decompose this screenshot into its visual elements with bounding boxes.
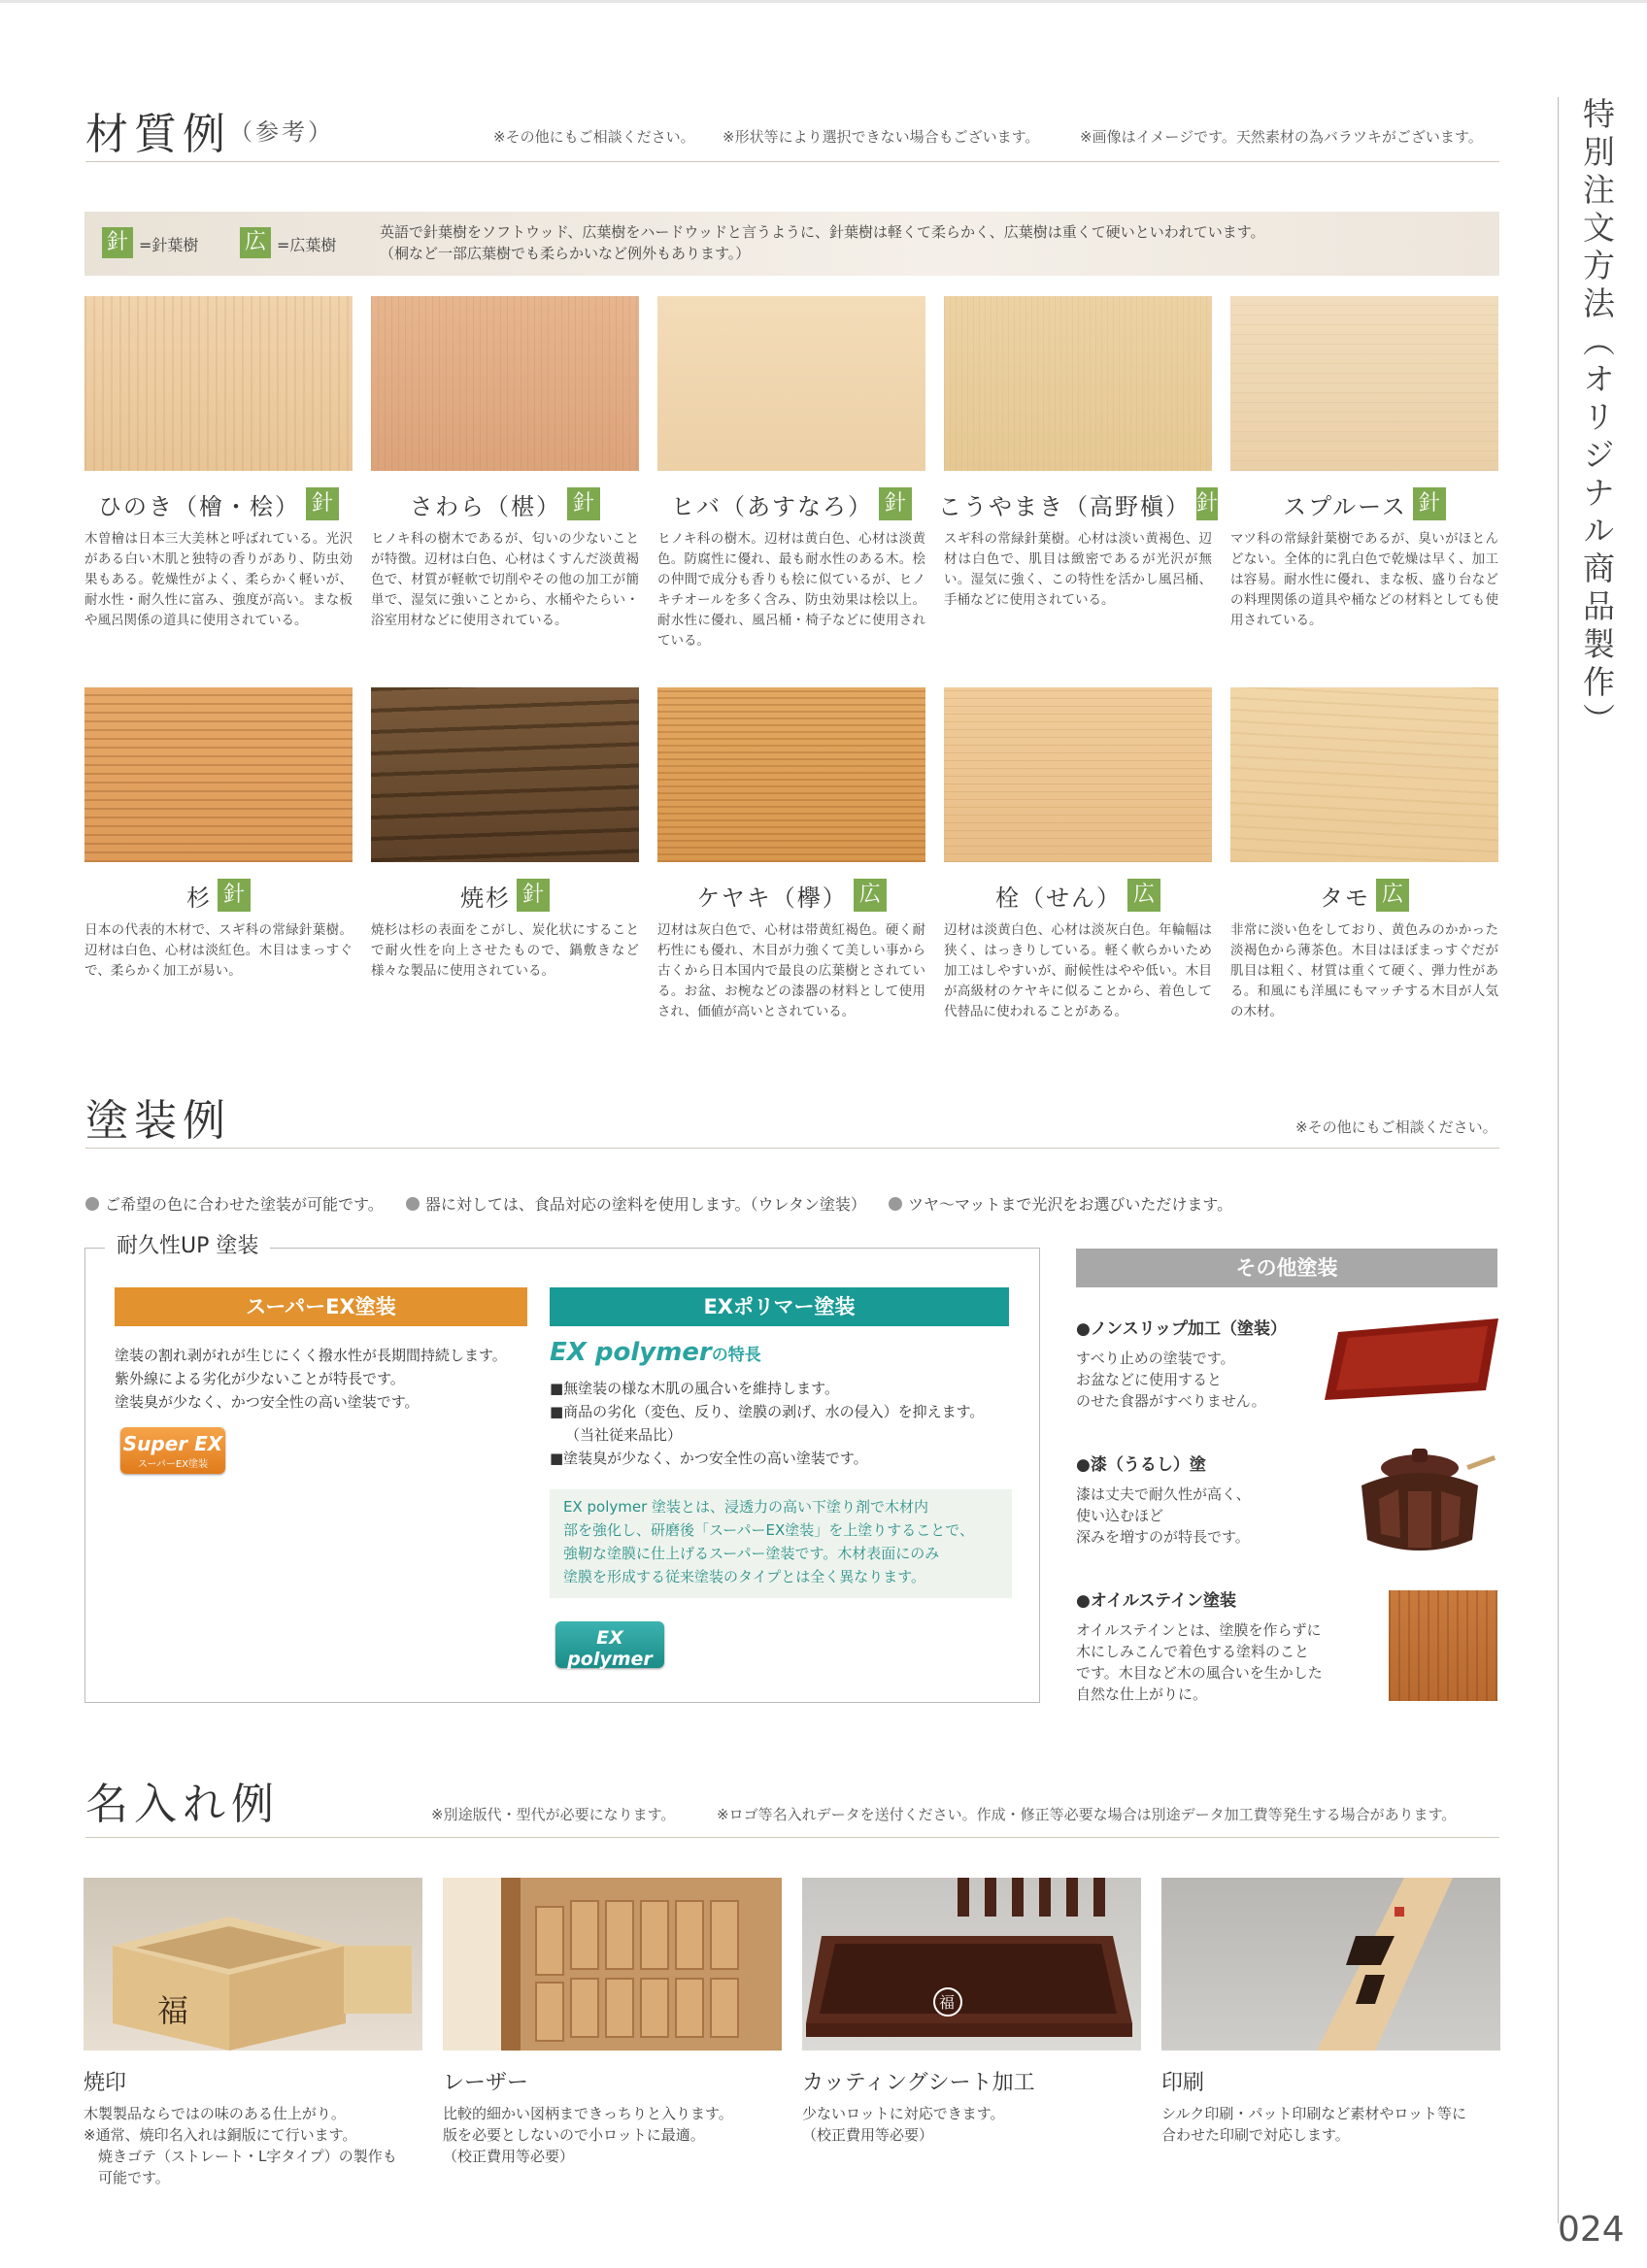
wood-swatch: [371, 296, 639, 471]
broad-badge: 広: [240, 227, 271, 258]
coating-note: ※その他にもご相談ください。: [1295, 1118, 1497, 1136]
print-text: [1161, 2103, 1466, 2146]
urushi-bowl-image: [1350, 1441, 1496, 1563]
wood-type-badge: 広: [854, 879, 887, 912]
wood-legend: [84, 212, 1499, 276]
wood-type-badge: 広: [1376, 879, 1409, 912]
wood-swatch: [1230, 687, 1498, 862]
brand-burn-title: 焼印: [84, 2071, 127, 2095]
wood-name: ひのき（檜・桧）: [98, 492, 300, 520]
oilstain-line: です。木目など木の風合いを生かした: [1076, 1664, 1323, 1682]
wood-name-row: [944, 876, 1212, 915]
wood-name: 栓（せん）: [995, 884, 1122, 912]
coating-bullet-3: ツヤ～マットまで光沢をお選びいただけます。: [908, 1195, 1233, 1214]
wood-card-sugi: [84, 687, 353, 982]
wood-name: タモ: [1320, 884, 1370, 912]
urushi-heading: ●漆（うるし）塗: [1076, 1455, 1206, 1475]
super-ex-text: [115, 1344, 507, 1414]
ex-polymer-box-line: 塗膜を形成する従来塗装のタイプとは全く異なります。: [563, 1568, 926, 1585]
cutting-sheet-text: [802, 2103, 1005, 2146]
wood-name: ケヤキ（欅）: [696, 884, 848, 912]
super-ex-logo-sub: スーパーEX塗装: [137, 1459, 209, 1470]
wood-swatch: [1230, 296, 1498, 471]
bullet-icon: [889, 1197, 902, 1211]
materials-subtitle: （参考）: [229, 118, 334, 146]
ex-polymer-heading-suffix: の特長: [711, 1346, 761, 1365]
ex-polymer-logo-sub: EX ポリマー塗装: [572, 1674, 648, 1684]
wood-type-badge: 針: [1413, 487, 1446, 520]
legend-description-1: 英語で針葉樹をソフトウッド、広葉樹をハードウッドと言うように、針葉樹は軽くて柔らかく、広葉樹は重くて硬いといわれています。: [380, 223, 1265, 241]
naming-note-2: ※ロゴ等名入れデータを送付ください。作成・修正等必要な場合は別途データ加工費等発生する場合があります。: [717, 1806, 1457, 1823]
wood-name-row: [657, 484, 925, 523]
cutting-sheet-mark: 福: [939, 1993, 956, 2012]
ex-polymer-box-line: EX polymer 塗装とは、浸透力の高い下塗り剤で木材内: [563, 1498, 929, 1516]
brand-burn-text: [84, 2103, 397, 2188]
laser-engraved-blocks-image: [443, 1878, 782, 2051]
wood-description: 辺材は灰白色で、心材は帯黄紅褐色。硬く耐朽性にも優れ、木目が力強くて美しい事から古くから日本国内で最良の広葉樹とされている。お盆、お椀などの漆器の材料として使用され、価値が高いとされている。: [657, 922, 925, 1019]
laser-line: （校正費用等必要）: [443, 2148, 575, 2165]
wood-swatch: [84, 687, 353, 862]
ex-polymer-bar: EXポリマー塗装: [550, 1287, 1009, 1326]
ex-polymer-heading: [550, 1338, 761, 1367]
print-title: 印刷: [1161, 2071, 1205, 2095]
wood-type-badge: 針: [306, 487, 339, 520]
coating-rule: [85, 1148, 1499, 1149]
wood-card-spruce: [1230, 296, 1498, 631]
laser-line: 版を必要としないので小ロットに最適。: [443, 2126, 705, 2144]
ex-polymer-box-line: 部を強化し、研磨後「スーパーEX塗装」を上塗りすることで、: [563, 1521, 974, 1539]
wood-card-sawara: [371, 296, 639, 631]
materials-note-2: ※形状等により選択できない場合もございます。: [723, 128, 1040, 146]
wood-name-row: [1230, 876, 1498, 915]
side-divider: [1558, 97, 1559, 2223]
wood-type-badge: 針: [1196, 487, 1218, 520]
wood-name: ヒバ（あすなろ）: [671, 492, 873, 520]
wood-name: 焼杉: [460, 884, 511, 912]
wood-description: マツ科の常緑針葉樹であるが、臭いがほとんどない。全体的に乳白色で乾燥は早く、加工は容易。耐水性に優れ、まな板、盛り台などの料理関係の道具や桶などの材料としても使用されている。: [1230, 531, 1498, 628]
urushi-line: 深みを増すのが特長です。: [1076, 1528, 1250, 1546]
nonslip-text: [1076, 1348, 1266, 1412]
wood-name-row: [938, 484, 1219, 523]
wood-card-yakisugi: [371, 687, 639, 982]
ex-polymer-point: （当社従来品比）: [565, 1426, 683, 1444]
cutting-sheet-line: 少ないロットに対応できます。: [802, 2105, 1005, 2122]
wood-swatch: [657, 296, 925, 471]
naming-rule: [85, 1837, 1499, 1838]
wood-name-row: [657, 876, 925, 915]
wood-type-badge: 針: [218, 879, 251, 912]
cutting-sheet-tray-image: [802, 1878, 1141, 2051]
needle-badge: 針: [102, 227, 133, 258]
wood-card-hinoki: [84, 296, 353, 631]
wood-name-row: [371, 876, 639, 915]
materials-title: 材質例: [85, 110, 231, 159]
wood-type-badge: 広: [1127, 879, 1160, 912]
wood-description: 木曽檜は日本三大美林と呼ばれている。光沢がある白い木肌と独特の香りがあり、防虫効果もある。乾燥性がよく、柔らかく軽いが、耐水性・耐久性に富み、強度が高い。まな板や風呂関係の道具に使用されている。: [84, 531, 353, 628]
brand-burn-photo: [84, 1878, 422, 2051]
print-line: シルク印刷・パット印刷など素材やロット等に: [1161, 2105, 1467, 2122]
ex-polymer-points: [550, 1377, 984, 1470]
wood-swatch: [944, 296, 1212, 471]
coating-bullets: [85, 1192, 1232, 1215]
brand-burn-line: 可能です。: [84, 2169, 170, 2186]
wood-name-row: [84, 484, 353, 523]
nonslip-line: のせた食器がすべりません。: [1076, 1392, 1266, 1410]
wood-name: スプルース: [1283, 492, 1407, 520]
ex-polymer-point: ■商品の劣化（変色、反り、塗膜の剥げ、水の侵入）を抑えます。: [550, 1403, 985, 1420]
wood-type-badge: 針: [517, 879, 550, 912]
needle-label: =針葉樹: [139, 236, 199, 254]
masu-box-image: [84, 1878, 422, 2051]
oilstain-line: 自然な仕上がりに。: [1076, 1685, 1208, 1703]
bullet-icon: [85, 1197, 99, 1211]
page-number: 024: [1558, 2210, 1625, 2250]
wood-swatch: [84, 296, 353, 471]
wood-description: 焼杉は杉の表面をこがし、炭化状にすることで耐火性を向上させたもので、鍋敷きなど様々な製品に使用されている。: [371, 922, 639, 979]
wood-name: こうやまき（高野槇）: [938, 492, 1191, 520]
wood-type-badge: 針: [879, 487, 912, 520]
nonslip-tray-image: [1319, 1313, 1503, 1410]
naming-title: 名入れ例: [85, 1780, 280, 1829]
wood-description: 非常に淡い色をしており、黄色みのかかった淡褐色から薄茶色。木目はほぼまっすぐだが肌目は粗く、材質は重くて硬く、弾力性がある。和風にも洋風にもマッチする木目が人気の木材。: [1230, 922, 1498, 1019]
laser-line: 比較的細かい図柄まできっちりと入ります。: [443, 2105, 733, 2122]
cutting-sheet-photo: [802, 1878, 1141, 2051]
wood-description: ヒノキ科の樹木であるが、匂いの少ないことが特徴。辺材は白色、心材はくすんだ淡黄褐色で、材質が軽軟で切削やその他の加工が簡単で、湿気に強いことから、水桶やたらい・浴室用材などに使用されている。: [371, 531, 639, 628]
other-coating-bar: その他塗装: [1076, 1249, 1497, 1287]
nonslip-line: お盆などに使用すると: [1076, 1371, 1223, 1388]
wood-swatch: [371, 687, 639, 862]
side-title: 特別注文方法（オリジナル商品製作）: [1578, 97, 1616, 741]
ex-polymer-point: ■無塗装の様な木肌の風合いを維持します。: [550, 1380, 839, 1397]
coating-title: 塗装例: [85, 1096, 231, 1146]
laser-photo: [443, 1878, 782, 2051]
brand-burn-line: ※通常、焼印名入れは銅版にて行います。: [84, 2126, 357, 2144]
cutting-sheet-line: （校正費用等必要）: [802, 2126, 934, 2144]
wood-name: さわら（椹）: [410, 492, 561, 520]
super-ex-line: 紫外線による劣化が少ないことが特長です。: [115, 1370, 405, 1387]
print-photo: [1161, 1878, 1500, 2051]
wood-card-koyamaki: [938, 296, 1219, 611]
materials-note-1: ※その他にもご相談ください。: [493, 128, 695, 146]
cutting-sheet-title: カッティングシート加工: [802, 2071, 1035, 2095]
ex-polymer-point: ■塗装臭が少なく、かつ安全性の高い塗装です。: [550, 1450, 868, 1467]
wood-name-row: [371, 484, 639, 523]
wood-name-row: [84, 876, 353, 915]
urushi-line: 漆は丈夫で耐久性が高く、: [1076, 1485, 1251, 1503]
coating-bullet-1: ご希望の色に合わせた塗装が可能です。: [105, 1195, 384, 1214]
wood-description: ヒノキ科の樹木。辺材は黄白色、心材は淡黄色。防腐性に優れ、最も耐水性のある木。桧の仲間で成分も香りも桧に似ているが、ヒノキチオールを多く含み、防虫効果は桧以上。耐水性に優れ、風呂桶・椅子などに使用されている。: [657, 531, 925, 649]
materials-rule: [85, 161, 1499, 162]
wood-card-keyaki: [657, 687, 925, 1022]
ex-polymer-logo: [555, 1621, 664, 1684]
ex-polymer-logo-main: EX polymer: [567, 1627, 653, 1670]
print-line: 合わせた印刷で対応します。: [1161, 2126, 1350, 2144]
super-ex-logo: [120, 1427, 225, 1474]
brand-mark: 福: [157, 1992, 189, 2029]
wood-card-hiba: [657, 296, 925, 651]
naming-note-1: ※別途版代・型代が必要になります。: [431, 1806, 676, 1823]
broad-label: =広葉樹: [277, 236, 337, 254]
wood-description: 辺材は淡黄白色、心材は淡灰白色。年輪幅は狭く、はっきりしている。軽く軟らかいため加工はしやすいが、耐候性はやや低い。木目が高級材のケヤキに似ることから、着色して代替品に使われることがある。: [944, 922, 1212, 1019]
durability-title: 耐久性UP 塗装: [105, 1229, 270, 1259]
wood-swatch: [657, 687, 925, 862]
wood-swatch: [944, 687, 1212, 862]
laser-text: [443, 2103, 733, 2167]
ex-polymer-box-line: 強靭な塗膜に仕上げるスーパー塗装です。木材表面にのみ: [563, 1545, 940, 1562]
materials-note-3: ※画像はイメージです。天然素材の為バラツキがございます。: [1080, 128, 1483, 146]
printed-chopsticks-wrapper-image: [1161, 1878, 1500, 2051]
oilstain-line: オイルステインとは、塗膜を作らずに: [1076, 1621, 1322, 1639]
legend-description-2: （桐など一部広葉樹でも柔らかいなど例外もあります。）: [380, 245, 751, 262]
wood-card-tamo: [1230, 687, 1498, 1022]
urushi-text: [1076, 1484, 1251, 1548]
super-ex-bar: スーパーEX塗装: [115, 1287, 527, 1326]
coating-bullet-2: 器に対しては、食品対応の塗料を使用します。（ウレタン塗装）: [424, 1195, 866, 1214]
ex-polymer-explanation: [550, 1489, 1012, 1598]
brand-burn-line: 焼きゴテ（ストレート・L字タイプ）の製作も: [84, 2148, 397, 2165]
nonslip-heading: ●ノンスリップ加工（塗装）: [1076, 1319, 1287, 1339]
super-ex-line: 塗装の割れ剥がれが生じにくく撥水性が長期間持続します。: [115, 1347, 507, 1364]
ex-polymer-heading-main: EX polymer: [550, 1338, 712, 1367]
oilstain-heading: ●オイルステイン塗装: [1076, 1591, 1236, 1611]
super-ex-line: 塗装臭が少なく、かつ安全性の高い塗装です。: [115, 1393, 420, 1411]
oilstain-line: 木にしみこんで着色する塗料のこと: [1076, 1643, 1310, 1660]
top-border: [0, 0, 1647, 3]
urushi-line: 使い込むほど: [1076, 1507, 1164, 1524]
wood-description: スギ科の常緑針葉樹。心材は淡い黄褐色、辺材は白色で、肌目は緻密であるが光沢が無い。湿気に強く、この特性を活かし風呂桶、手桶などに使用されている。: [944, 531, 1212, 608]
wood-type-badge: 針: [567, 487, 600, 520]
wood-name-row: [1230, 484, 1498, 523]
wood-description: 日本の代表的木材で、スギ科の常緑針葉樹。辺材は白色、心材は淡紅色。木目はまっすぐで、柔らかく加工が易い。: [84, 922, 353, 979]
wood-card-sen: [944, 687, 1212, 1022]
nonslip-line: すべり止めの塗装です。: [1076, 1350, 1235, 1367]
super-ex-logo-main: Super EX: [122, 1432, 223, 1455]
laser-title: レーザー: [443, 2071, 529, 2095]
oilstain-wood-image: [1389, 1590, 1497, 1701]
bullet-icon: [406, 1197, 420, 1211]
oilstain-text: [1076, 1619, 1323, 1705]
brand-burn-line: 木製製品ならではの味のある仕上がり。: [84, 2105, 346, 2122]
wood-name: 杉: [186, 884, 212, 912]
